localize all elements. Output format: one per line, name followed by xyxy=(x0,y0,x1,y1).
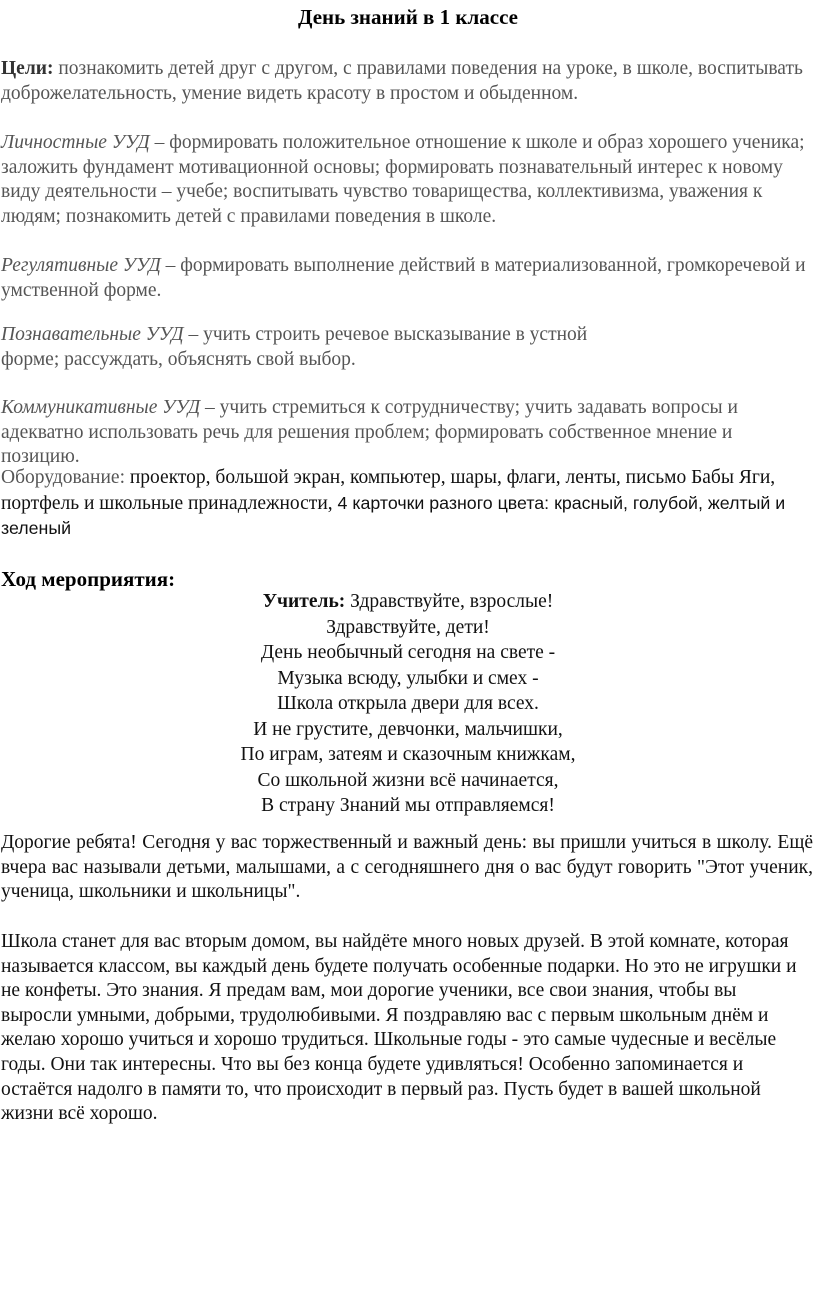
equipment-paragraph xyxy=(1,466,809,542)
poem-line: Со школьной жизни всё начинается, xyxy=(257,769,559,791)
uud-text: – формировать положительное отношение к школе и образ хорошего ученика; заложить фундамент мотивационной основы; формировать познавательный интерес к новому виду деятельности – учебе; воспитывать чувство товарищества, коллективизма, уважения к людям; познакомить детей с правилами поведения в школе. xyxy=(1,132,805,227)
equipment-text: проектор, большой экран, компьютер, шары, флаги, ленты, письмо Бабы Яги, портфель и школьные принадлежности, xyxy=(1,467,776,514)
poem-line: Музыка всюду, улыбки и смех - xyxy=(277,667,539,689)
speech-paragraph: Дорогие ребята! Сегодня у вас торжественный и важный день: вы пришли учиться в школу. Ещё вчера вас называли детьми, малышами, а с сегодняшнего дня о вас будут говорить "Этот ученик, ученица, школьники и школьницы". xyxy=(1,832,813,903)
event-heading: Ход мероприятия: xyxy=(1,567,176,591)
uud-regulatory-paragraph xyxy=(1,254,809,303)
teacher-poem xyxy=(0,589,816,819)
uud-text: – формировать выполнение действий в материализованной, громкоречевой и умственной форме. xyxy=(1,255,806,301)
page-title: День знаний в 1 классе xyxy=(297,5,518,29)
equipment-cards: 4 карточки разного цвета: красный, голубой, желтый и зеленый xyxy=(1,492,786,539)
poem-line: Учитель: Здравствуйте, взрослые! xyxy=(262,591,554,612)
uud-label: Регулятивные УУД xyxy=(1,255,161,276)
poem-line: По играм, затеям и сказочным книжкам, xyxy=(240,744,576,765)
poem-line: Школа открыла двери для всех. xyxy=(277,693,539,714)
equipment-label: Оборудование: xyxy=(1,467,125,488)
goals-paragraph xyxy=(1,57,809,106)
goals-text: познакомить детей друг с другом, с правилами поведения на уроке, в школе, воспитывать доброжелательность, умение видеть красоту в простом и обыденном. xyxy=(1,58,803,104)
uud-text: – учить строить речевое высказывание в устной форме; рассуждать, объяснять свой выбор. xyxy=(1,324,588,370)
goals-label: Цели: xyxy=(1,58,54,79)
speech-paragraph: Школа станет для вас вторым домом, вы найдёте много новых друзей. В этой комнате, которая называется классом, вы каждый день будете получать особенные подарки. Но это не игрушки и не конфеты. Это знания. Я предам вам, мои дорогие ученики, все свои знания, чтобы вы выросли умными, добрыми, трудолюбивыми. Я поздравляю вас с первым школьным днём и желаю хорошо учиться и хорошо трудиться. Школьные годы - это самые чудесные и весёлые годы. Они так интересны. Что вы без конца будете удивляться! Особенно запоминается и остаётся надолго в памяти то, что происходит в первый раз. Пусть будет в вашей школьной жизни всё хорошо. xyxy=(1,931,797,1125)
uud-label: Коммуникативные УУД xyxy=(1,397,201,418)
uud-label: Личностные УУД xyxy=(1,132,150,153)
uud-text: – учить стремиться к сотрудничеству; учить задавать вопросы и адекватно использовать речь для решения проблем; формировать собственное мнение и позицию. xyxy=(1,397,738,468)
poem-line: В страну Знаний мы отправляемся! xyxy=(261,795,555,816)
speaker-label: Учитель: xyxy=(262,591,346,612)
poem-line: И не грустите, девчонки, мальчишки, xyxy=(253,718,563,740)
uud-personal-paragraph xyxy=(1,131,809,229)
poem-line: Здравствуйте, дети! xyxy=(326,616,490,638)
uud-cognitive-paragraph xyxy=(1,323,641,372)
uud-communicative-paragraph xyxy=(1,396,809,470)
poem-line: День необычный сегодня на свете - xyxy=(260,642,556,663)
uud-label: Познавательные УУД xyxy=(1,324,184,345)
